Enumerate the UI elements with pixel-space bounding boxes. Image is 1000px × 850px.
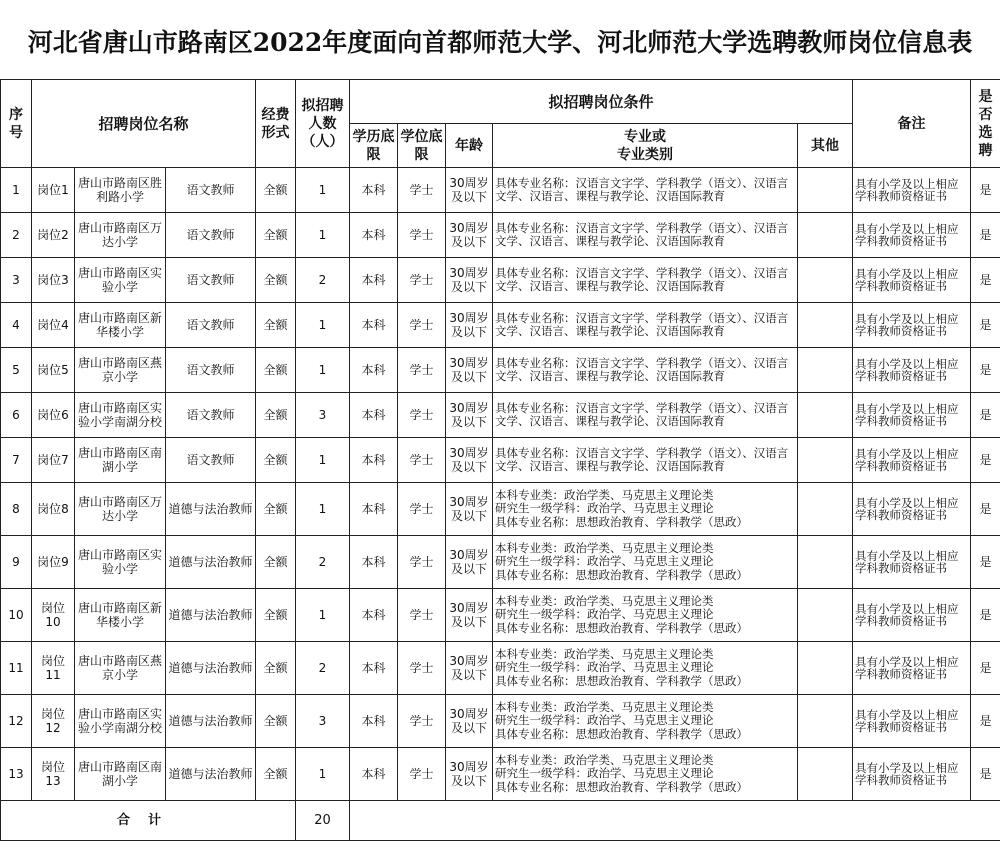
row-school: 唐山市路南区新华楼小学 <box>75 589 166 642</box>
row-degree: 学士 <box>398 393 446 438</box>
row-subject: 语文教师 <box>166 168 256 213</box>
row-hire: 是 <box>971 303 1000 348</box>
row-note: 具有小学及以上相应学科教师资格证书 <box>853 168 971 213</box>
row-degree: 学士 <box>398 303 446 348</box>
row-post-code: 岗位1 <box>32 168 75 213</box>
row-other <box>798 213 853 258</box>
row-post-code: 岗位7 <box>32 438 75 483</box>
row-note: 具有小学及以上相应学科教师资格证书 <box>853 348 971 393</box>
row-other <box>798 348 853 393</box>
row-education: 本科 <box>350 483 398 536</box>
row-major: 本科专业类：政治学类、马克思主义理论类 研究生一级学科：政治学、马克思主义理论 具体专业名称：思想政治教育、学科教学（思政） <box>493 536 798 589</box>
row-subject: 道德与法治教师 <box>166 695 256 748</box>
row-age: 30周岁及以下 <box>446 589 493 642</box>
row-education: 本科 <box>350 393 398 438</box>
row-age: 30周岁及以下 <box>446 303 493 348</box>
table-row <box>1 168 1000 213</box>
row-school: 唐山市路南区新华楼小学 <box>75 303 166 348</box>
row-education: 本科 <box>350 536 398 589</box>
row-degree: 学士 <box>398 536 446 589</box>
row-note: 具有小学及以上相应学科教师资格证书 <box>853 393 971 438</box>
row-post-code: 岗位12 <box>32 695 75 748</box>
row-hire: 是 <box>971 258 1000 303</box>
row-school: 唐山市路南区万达小学 <box>75 483 166 536</box>
row-school: 唐山市路南区南湖小学 <box>75 438 166 483</box>
row-funding: 全额 <box>256 213 296 258</box>
row-age: 30周岁及以下 <box>446 258 493 303</box>
row-seq: 4 <box>1 303 32 348</box>
header-hire: 是否选聘 <box>971 80 1000 168</box>
table-row <box>1 748 1000 801</box>
total-num: 20 <box>296 801 350 841</box>
row-education: 本科 <box>350 748 398 801</box>
table-row <box>1 348 1000 393</box>
row-seq: 7 <box>1 438 32 483</box>
row-other <box>798 393 853 438</box>
row-post-code: 岗位9 <box>32 536 75 589</box>
row-note: 具有小学及以上相应学科教师资格证书 <box>853 536 971 589</box>
row-degree: 学士 <box>398 258 446 303</box>
row-school: 唐山市路南区燕京小学 <box>75 642 166 695</box>
row-major: 具体专业名称：汉语言文字学、学科教学（语文）、汉语言文学、汉语言、课程与教学论、汉语国际教育 <box>493 258 798 303</box>
row-num: 2 <box>296 536 350 589</box>
row-post-code: 岗位13 <box>32 748 75 801</box>
header-major: 专业或 专业类别 <box>493 124 798 168</box>
header-degree: 学位底限 <box>398 124 446 168</box>
row-note: 具有小学及以上相应学科教师资格证书 <box>853 748 971 801</box>
row-num: 3 <box>296 393 350 438</box>
row-subject: 道德与法治教师 <box>166 536 256 589</box>
total-label: 合计 <box>1 801 296 841</box>
row-funding: 全额 <box>256 483 296 536</box>
table-row <box>1 695 1000 748</box>
row-funding: 全额 <box>256 589 296 642</box>
row-age: 30周岁及以下 <box>446 213 493 258</box>
row-age: 30周岁及以下 <box>446 695 493 748</box>
row-seq: 8 <box>1 483 32 536</box>
row-degree: 学士 <box>398 748 446 801</box>
row-seq: 5 <box>1 348 32 393</box>
row-major: 具体专业名称：汉语言文字学、学科教学（语文）、汉语言文学、汉语言、课程与教学论、汉语国际教育 <box>493 438 798 483</box>
header-other: 其他 <box>798 124 853 168</box>
row-seq: 1 <box>1 168 32 213</box>
header-note: 备注 <box>853 80 971 168</box>
row-subject: 语文教师 <box>166 258 256 303</box>
row-other <box>798 303 853 348</box>
row-age: 30周岁及以下 <box>446 642 493 695</box>
row-education: 本科 <box>350 168 398 213</box>
row-other <box>798 695 853 748</box>
table-row <box>1 303 1000 348</box>
row-subject: 语文教师 <box>166 393 256 438</box>
row-major: 具体专业名称：汉语言文字学、学科教学（语文）、汉语言文学、汉语言、课程与教学论、汉语国际教育 <box>493 303 798 348</box>
table-row <box>1 536 1000 589</box>
row-education: 本科 <box>350 695 398 748</box>
row-education: 本科 <box>350 303 398 348</box>
row-other <box>798 483 853 536</box>
table-row <box>1 213 1000 258</box>
row-school: 唐山市路南区实验小学南湖分校 <box>75 695 166 748</box>
row-funding: 全额 <box>256 168 296 213</box>
header-funding: 经费形式 <box>256 80 296 168</box>
row-hire: 是 <box>971 748 1000 801</box>
row-hire: 是 <box>971 393 1000 438</box>
row-note: 具有小学及以上相应学科教师资格证书 <box>853 695 971 748</box>
row-degree: 学士 <box>398 213 446 258</box>
row-seq: 11 <box>1 642 32 695</box>
row-funding: 全额 <box>256 695 296 748</box>
table-row <box>1 393 1000 438</box>
row-funding: 全额 <box>256 438 296 483</box>
row-degree: 学士 <box>398 483 446 536</box>
row-school: 唐山市路南区燕京小学 <box>75 348 166 393</box>
row-major: 本科专业类：政治学类、马克思主义理论类 研究生一级学科：政治学、马克思主义理论 具体专业名称：思想政治教育、学科教学（思政） <box>493 642 798 695</box>
row-funding: 全额 <box>256 642 296 695</box>
header-post-name: 招聘岗位名称 <box>32 80 256 168</box>
row-post-code: 岗位11 <box>32 642 75 695</box>
row-other <box>798 258 853 303</box>
row-post-code: 岗位2 <box>32 213 75 258</box>
row-num: 1 <box>296 303 350 348</box>
total-row <box>1 801 1000 841</box>
row-subject: 语文教师 <box>166 438 256 483</box>
row-note: 具有小学及以上相应学科教师资格证书 <box>853 258 971 303</box>
row-hire: 是 <box>971 589 1000 642</box>
row-major: 具体专业名称：汉语言文字学、学科教学（语文）、汉语言文学、汉语言、课程与教学论、汉语国际教育 <box>493 168 798 213</box>
row-degree: 学士 <box>398 642 446 695</box>
row-education: 本科 <box>350 589 398 642</box>
row-funding: 全额 <box>256 303 296 348</box>
row-hire: 是 <box>971 483 1000 536</box>
row-degree: 学士 <box>398 348 446 393</box>
header-seq: 序号 <box>1 80 32 168</box>
row-num: 2 <box>296 642 350 695</box>
row-seq: 13 <box>1 748 32 801</box>
row-subject: 语文教师 <box>166 348 256 393</box>
row-num: 1 <box>296 438 350 483</box>
table-row <box>1 589 1000 642</box>
row-num: 1 <box>296 213 350 258</box>
row-education: 本科 <box>350 642 398 695</box>
header-num: 拟招聘人数（人） <box>296 80 350 168</box>
row-school: 唐山市路南区南湖小学 <box>75 748 166 801</box>
header-conditions: 拟招聘岗位条件 <box>350 80 853 124</box>
row-subject: 语文教师 <box>166 303 256 348</box>
row-degree: 学士 <box>398 589 446 642</box>
row-school: 唐山市路南区万达小学 <box>75 213 166 258</box>
row-num: 1 <box>296 748 350 801</box>
row-age: 30周岁及以下 <box>446 168 493 213</box>
row-age: 30周岁及以下 <box>446 748 493 801</box>
row-note: 具有小学及以上相应学科教师资格证书 <box>853 483 971 536</box>
row-major: 具体专业名称：汉语言文字学、学科教学（语文）、汉语言文学、汉语言、课程与教学论、汉语国际教育 <box>493 348 798 393</box>
row-post-code: 岗位6 <box>32 393 75 438</box>
row-degree: 学士 <box>398 168 446 213</box>
row-note: 具有小学及以上相应学科教师资格证书 <box>853 589 971 642</box>
row-other <box>798 748 853 801</box>
table-body <box>1 168 1000 841</box>
row-note: 具有小学及以上相应学科教师资格证书 <box>853 438 971 483</box>
row-subject: 道德与法治教师 <box>166 748 256 801</box>
header-education: 学历底限 <box>350 124 398 168</box>
header-age: 年龄 <box>446 124 493 168</box>
row-school: 唐山市路南区实验小学 <box>75 258 166 303</box>
table-header <box>1 80 1000 168</box>
row-major: 具体专业名称：汉语言文字学、学科教学（语文）、汉语言文学、汉语言、课程与教学论、汉语国际教育 <box>493 213 798 258</box>
row-num: 1 <box>296 348 350 393</box>
row-degree: 学士 <box>398 438 446 483</box>
row-hire: 是 <box>971 213 1000 258</box>
row-hire: 是 <box>971 642 1000 695</box>
row-seq: 2 <box>1 213 32 258</box>
row-education: 本科 <box>350 258 398 303</box>
row-education: 本科 <box>350 438 398 483</box>
positions-table <box>0 79 1000 841</box>
page-title: 河北省唐山市路南区2022年度面向首都师范大学、河北师范大学选聘教师岗位信息表 <box>27 28 973 57</box>
row-hire: 是 <box>971 536 1000 589</box>
total-empty <box>350 801 1000 841</box>
table-row <box>1 258 1000 303</box>
row-school: 唐山市路南区实验小学 <box>75 536 166 589</box>
row-education: 本科 <box>350 348 398 393</box>
row-num: 2 <box>296 258 350 303</box>
row-other <box>798 168 853 213</box>
row-school: 唐山市路南区实验小学南湖分校 <box>75 393 166 438</box>
row-hire: 是 <box>971 695 1000 748</box>
row-seq: 9 <box>1 536 32 589</box>
row-other <box>798 536 853 589</box>
row-num: 1 <box>296 589 350 642</box>
row-hire: 是 <box>971 438 1000 483</box>
row-age: 30周岁及以下 <box>446 483 493 536</box>
row-subject: 道德与法治教师 <box>166 589 256 642</box>
row-seq: 3 <box>1 258 32 303</box>
row-funding: 全额 <box>256 258 296 303</box>
row-num: 1 <box>296 483 350 536</box>
table-row <box>1 438 1000 483</box>
row-major: 本科专业类：政治学类、马克思主义理论类 研究生一级学科：政治学、马克思主义理论 具体专业名称：思想政治教育、学科教学（思政） <box>493 483 798 536</box>
row-seq: 10 <box>1 589 32 642</box>
row-age: 30周岁及以下 <box>446 536 493 589</box>
row-school: 唐山市路南区胜利路小学 <box>75 168 166 213</box>
row-note: 具有小学及以上相应学科教师资格证书 <box>853 303 971 348</box>
row-funding: 全额 <box>256 748 296 801</box>
row-other <box>798 438 853 483</box>
row-seq: 6 <box>1 393 32 438</box>
row-subject: 语文教师 <box>166 213 256 258</box>
row-note: 具有小学及以上相应学科教师资格证书 <box>853 642 971 695</box>
row-education: 本科 <box>350 213 398 258</box>
row-funding: 全额 <box>256 536 296 589</box>
row-age: 30周岁及以下 <box>446 393 493 438</box>
row-post-code: 岗位10 <box>32 589 75 642</box>
row-subject: 道德与法治教师 <box>166 483 256 536</box>
row-num: 1 <box>296 168 350 213</box>
row-funding: 全额 <box>256 348 296 393</box>
row-other <box>798 642 853 695</box>
row-subject: 道德与法治教师 <box>166 642 256 695</box>
row-major: 本科专业类：政治学类、马克思主义理论类 研究生一级学科：政治学、马克思主义理论 具体专业名称：思想政治教育、学科教学（思政） <box>493 748 798 801</box>
row-other <box>798 589 853 642</box>
row-note: 具有小学及以上相应学科教师资格证书 <box>853 213 971 258</box>
row-age: 30周岁及以下 <box>446 348 493 393</box>
row-major: 本科专业类：政治学类、马克思主义理论类 研究生一级学科：政治学、马克思主义理论 具体专业名称：思想政治教育、学科教学（思政） <box>493 695 798 748</box>
row-age: 30周岁及以下 <box>446 438 493 483</box>
row-funding: 全额 <box>256 393 296 438</box>
row-post-code: 岗位3 <box>32 258 75 303</box>
row-post-code: 岗位8 <box>32 483 75 536</box>
row-major: 具体专业名称：汉语言文字学、学科教学（语文）、汉语言文学、汉语言、课程与教学论、汉语国际教育 <box>493 393 798 438</box>
row-post-code: 岗位4 <box>32 303 75 348</box>
row-degree: 学士 <box>398 695 446 748</box>
row-num: 3 <box>296 695 350 748</box>
table-row <box>1 483 1000 536</box>
row-seq: 12 <box>1 695 32 748</box>
row-hire: 是 <box>971 348 1000 393</box>
row-hire: 是 <box>971 168 1000 213</box>
row-major: 本科专业类：政治学类、马克思主义理论类 研究生一级学科：政治学、马克思主义理论 具体专业名称：思想政治教育、学科教学（思政） <box>493 589 798 642</box>
table-row <box>1 642 1000 695</box>
row-post-code: 岗位5 <box>32 348 75 393</box>
